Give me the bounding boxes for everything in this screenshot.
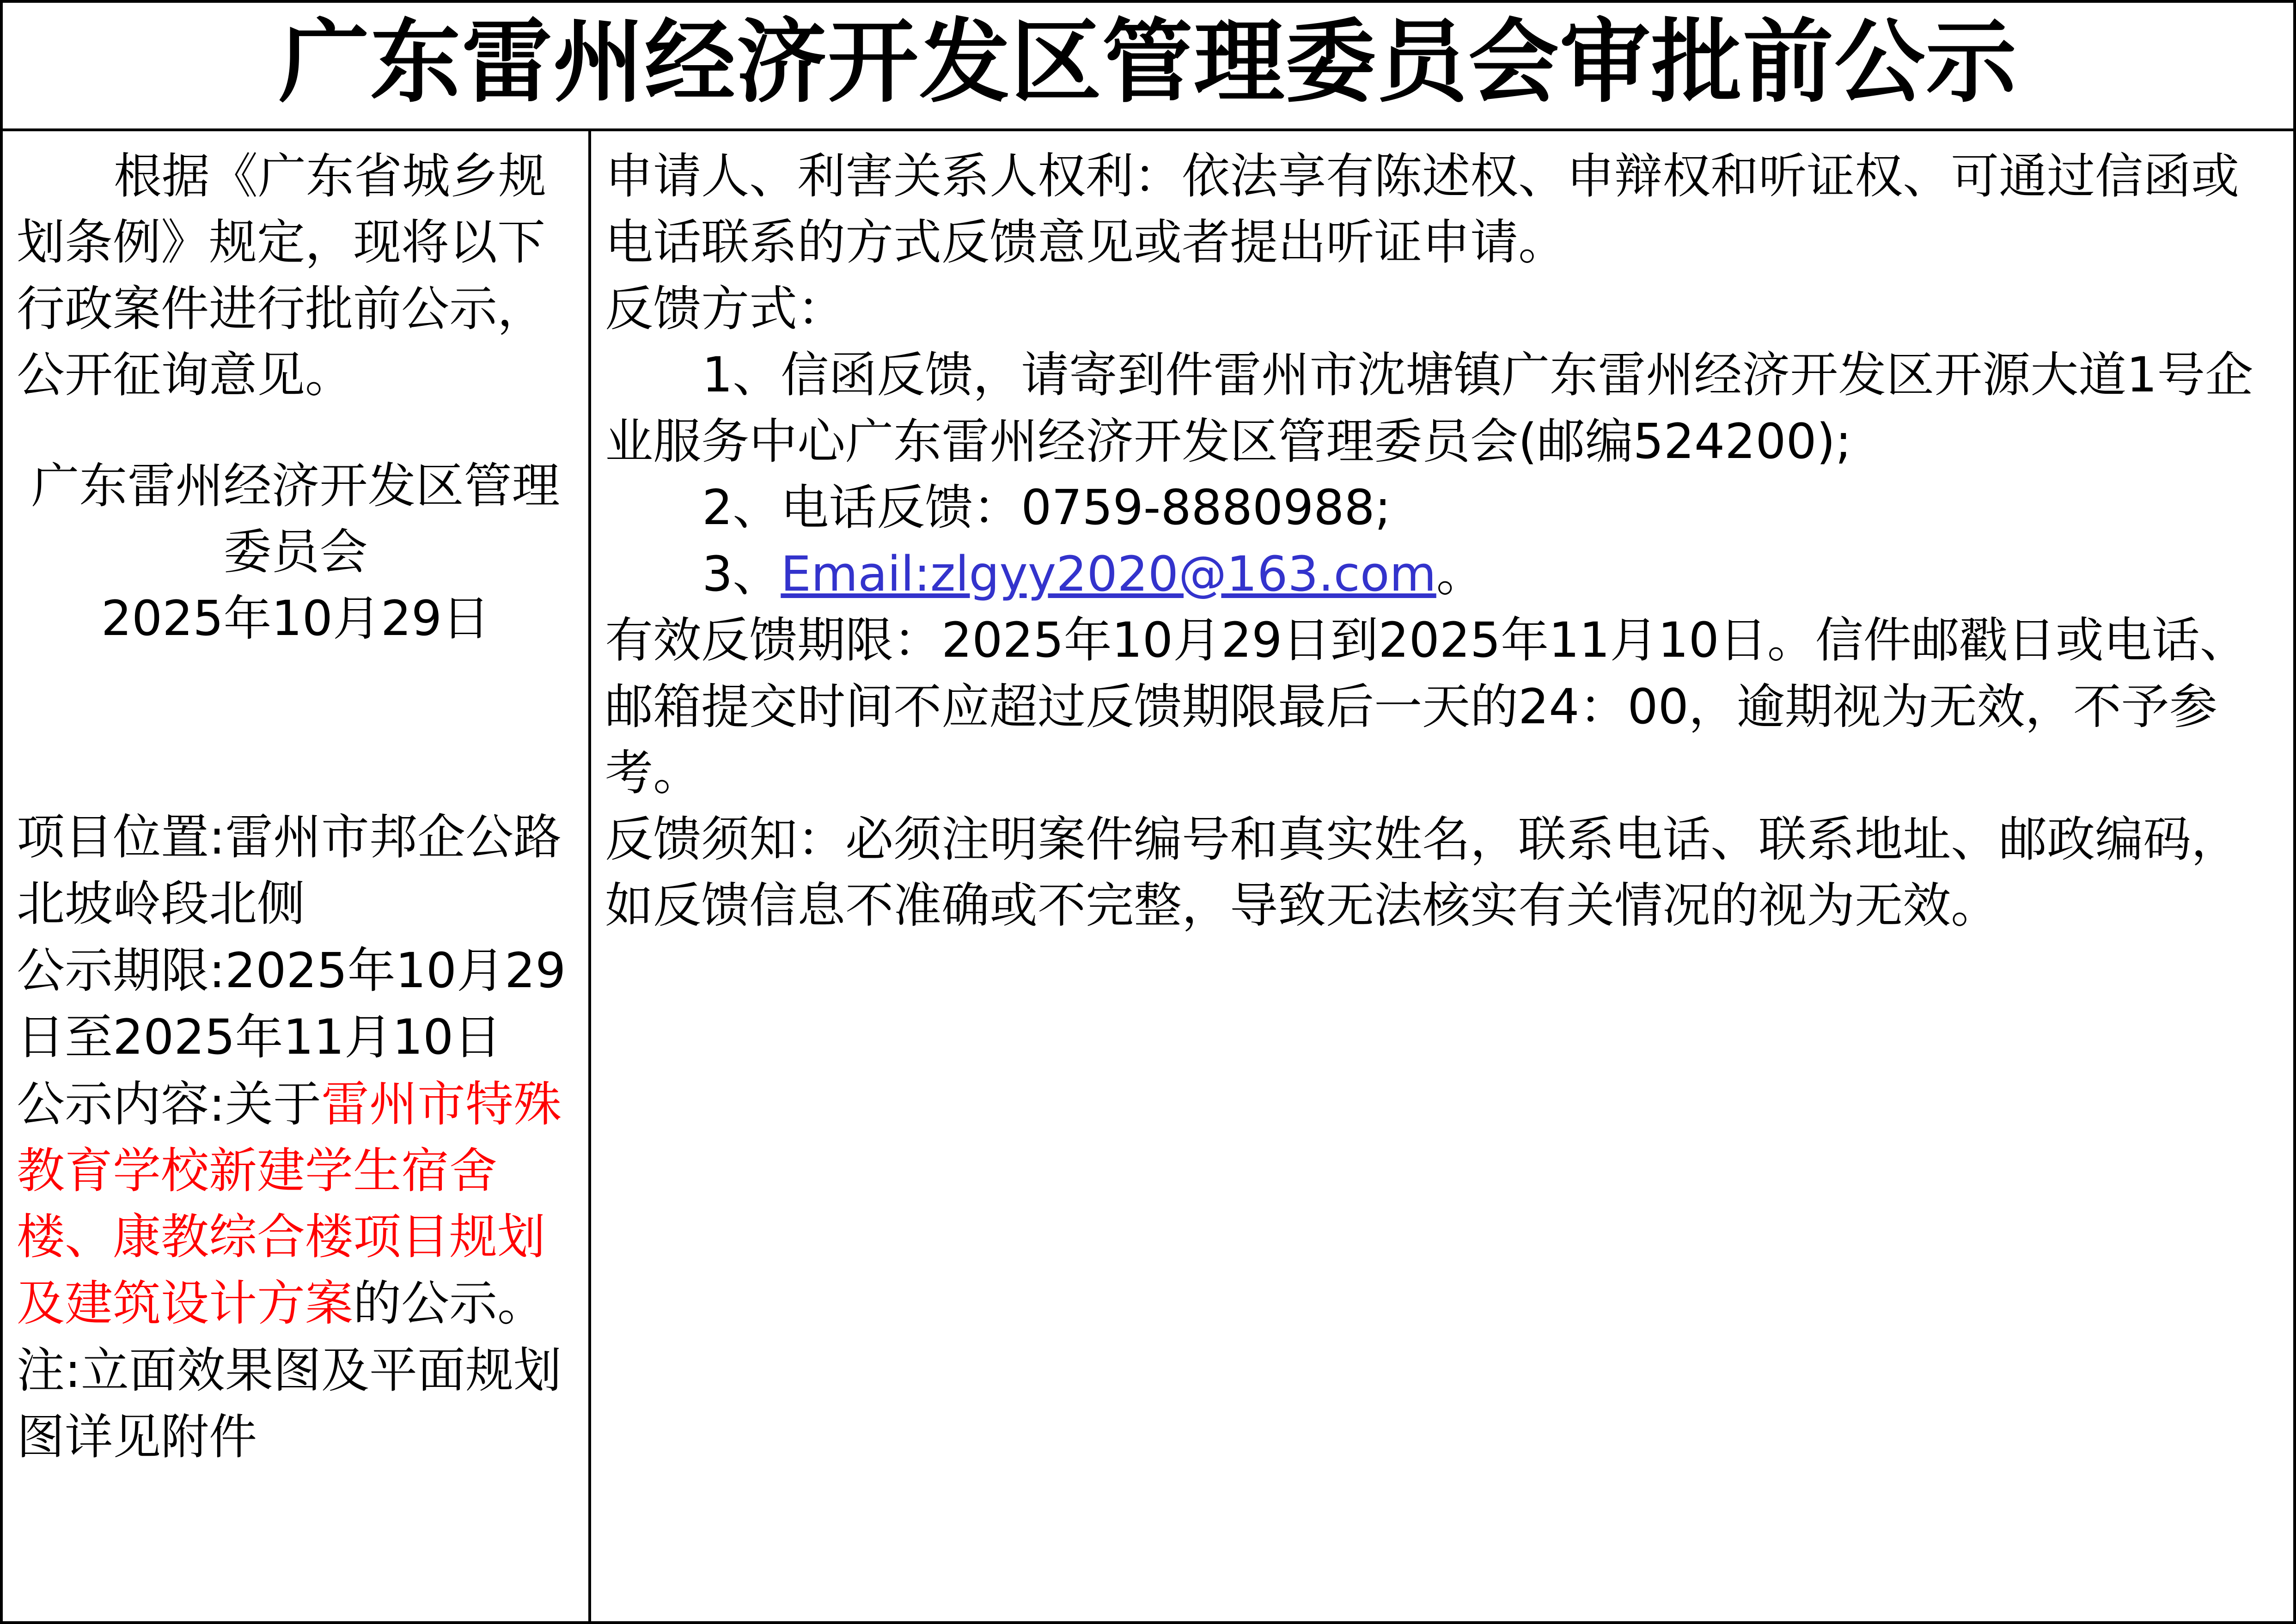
right-column [591,131,2293,1621]
attachment-note: 注:立面效果图及平面规划图详见附件 [17,1342,562,1465]
feedback-method-phone: 2、电话反馈：0759-8880988; [702,479,1391,536]
applicant-rights: 申请人、利害关系人权利：依法享有陈述权、申辩权和听证权、可通过信函或电话联系的方式反馈意见或者提出听证申请。 [605,147,2240,271]
project-location: 项目位置:雷州市邦企公路北坡岭段北侧 [17,809,562,932]
feedback-notice: 反馈须知：必须注明案件编号和真实姓名，联系电话、联系地址、邮政编码，如反馈信息不准确或不完整，导致无法核实有关情况的视为无效。 [605,811,2240,934]
notice-body [3,131,2293,1621]
notice-header [3,3,2293,131]
content-suffix: 的公示。 [353,1275,546,1331]
publicity-content [17,1071,574,1337]
feedback-method-email [605,541,2279,608]
issue-date: 2025年10月29日 [101,590,490,647]
email-link[interactable]: Email:zlgyy2020@163.com [781,545,1436,602]
email-item-suffix: 。 [1436,545,1484,602]
spacer [17,652,574,804]
content-highlight: 雷州市特殊教育学校新建学生宿舍楼、康教综合楼项目规划及建筑设计方案 [17,1076,562,1331]
content-prefix: 公示内容:关于 [17,1076,322,1133]
intro-paragraph: 根据《广东省城乡规划条例》规定，现将以下行政案件进行批前公示，公开征询意见。 [17,147,547,403]
page-title: 广东雷州经济开发区管理委员会审批前公示 [278,10,2017,115]
email-item-prefix: 3、 [702,545,781,602]
left-column [3,131,591,1621]
feedback-methods-label: 反馈方式： [605,280,846,337]
valid-feedback-period: 有效反馈期限：2025年10月29日到2025年11月10日。信件邮戳日或电话、邮箱提交时间不应超过反馈期限最后一天的24：00，逾期视为无效，不予参考。 [605,612,2248,801]
spacer [17,409,574,453]
issuer-name: 广东雷州经济开发区管理委员会 [31,457,560,580]
feedback-method-mail: 1、信函反馈，请寄到件雷州市沈塘镇广东雷州经济开发区开源大道1号企业服务中心广东雷州经济开发区管理委员会(邮编524200); [605,347,2253,470]
publicity-period: 公示期限:2025年10月29日至2025年11月10日 [17,942,566,1065]
project-details [17,804,574,1470]
